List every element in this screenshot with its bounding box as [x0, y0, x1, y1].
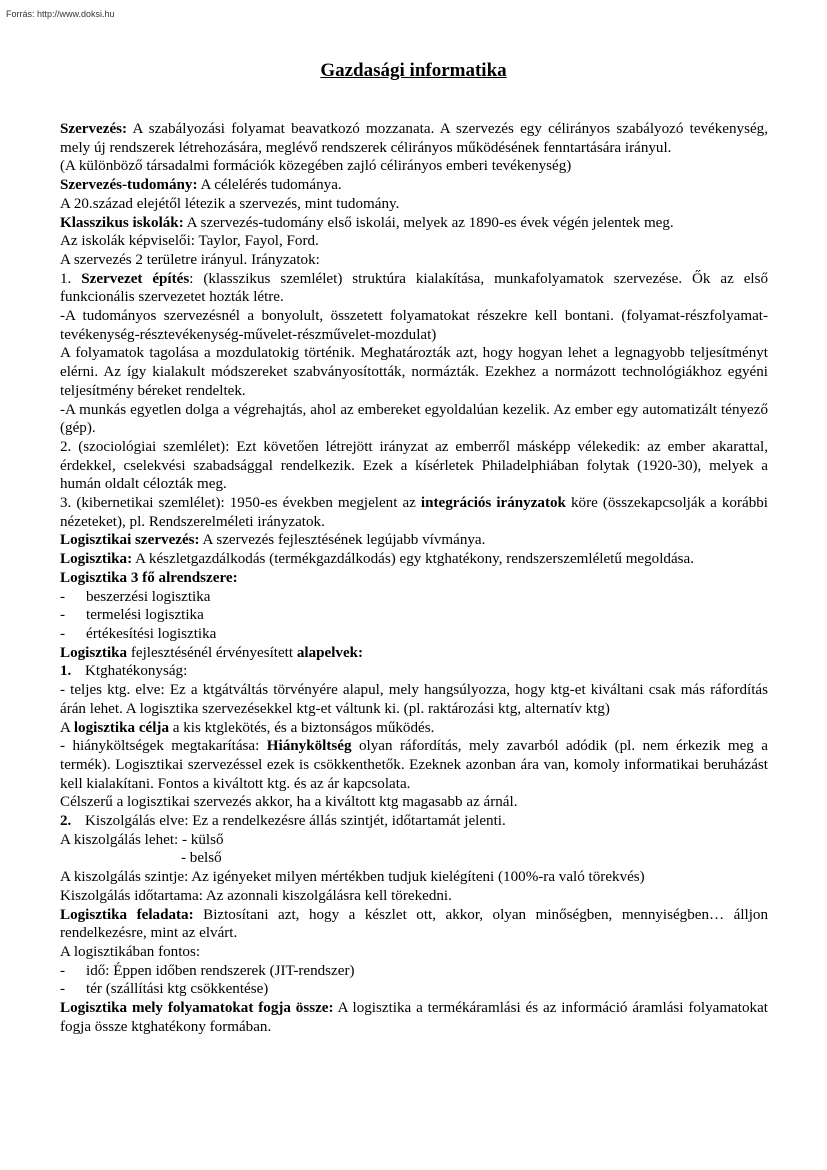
list-item — [60, 588, 768, 607]
term: Logisztika mely folyamatokat fogja össze: — [60, 1000, 334, 1017]
paragraph: -A munkás egyetlen dolga a végrehajtás, ahol az embereket egyoldalúan kezelik. Az ember egy automatizált tényező (gép). — [60, 401, 768, 437]
text: fejlesztésénél érvényesített — [127, 644, 297, 661]
item-text: Kiszolgálás elve: Ez a rendelkezésre állás szintjét, időtartamát jelenti. — [85, 813, 506, 830]
document-body — [60, 120, 768, 1036]
paragraph: -A tudományos szervezésnél a bonyolult, összetett folyamatokat részekre kell bontani. (folyamat-részfolyamat-tevékenység-résztevékenység-művelet-részművelet-mozdulat) — [60, 308, 768, 343]
paragraph-szervezes — [60, 120, 768, 157]
definition: Biztosítani azt, hogy a készlet ott, akkor, olyan minőségben, mennyiségben… álljon rendelkezésre, mint az elvárt. — [60, 906, 769, 942]
paragraph: 2. (szociológiai szemlélet): Ezt követően létrejött irányzat az emberről másképp vélekedik: az ember akarattal, érdekkel, cselekvési szabadsággal rendelkezik. Ezek a kísérletek Philadelphiában folytak (1920-30), melyek a humán oldalt célozták meg. — [60, 438, 768, 493]
list-item — [60, 962, 768, 981]
paragraph-logisztika-feladata — [60, 906, 768, 943]
text: 1. — [60, 270, 82, 287]
term: Klasszikus iskolák: — [60, 214, 184, 231]
list-item — [60, 625, 768, 644]
paragraph: A logisztikában fontos: — [60, 943, 201, 960]
list-item — [60, 606, 768, 625]
list-item-text: termelési logisztika — [86, 607, 204, 624]
source-label: Forrás: http://www.doksi.hu — [6, 9, 115, 19]
paragraph-logisztika — [60, 550, 768, 569]
paragraph-klasszikus-iskolak — [60, 214, 768, 233]
term: Hiányköltség — [266, 738, 352, 755]
item-number: 2. — [60, 813, 72, 830]
paragraph: A szervezés 2 területre irányul. Irányzatok: — [60, 251, 320, 268]
bullet: - — [60, 588, 66, 605]
definition: A szervezés-tudomány első iskolái, melyek az 1890-es évek végén jelentek meg. — [183, 214, 674, 231]
paragraph-logisztika-celja — [60, 719, 768, 738]
item-number: 1. — [60, 663, 72, 680]
paragraph: A kiszolgálás lehet: - külső — [60, 831, 224, 848]
definition: A szervezés fejlesztésének legújabb vívmánya. — [199, 532, 486, 549]
term: Logisztikai szervezés: — [60, 532, 200, 549]
paragraph: (A különböző társadalmi formációk közegében zajló célirányos emberi tevékenység) — [60, 158, 572, 175]
definition: A szabályozási folyamat beavatkozó mozzanata. A szervezés egy célirányos szabályozó tevékenység, mely új rendszerek létrehozására, meglévő rendszerek célirányos működésének fenntartására irányul. — [60, 121, 768, 156]
term: integrációs irányzatok — [420, 495, 566, 512]
paragraph: A folyamatok tagolása a mozdulatokig történik. Meghatározták azt, hogy hogyan lehet a legnagyobb teljesítményt elérni. Az így kialakult módszereket szabványosították, normázták. Ezekhez a normázott technológiákhoz egyéni teljesítmény béreket rendeltek. — [60, 345, 768, 399]
paragraph-szervezes-tudomany — [60, 176, 768, 195]
list-item-text: idő: Éppen időben rendszerek (JIT-rendszer) — [86, 962, 355, 979]
bullet: - — [60, 962, 66, 979]
paragraph: - teljes ktg. elve: Ez a ktgátváltás törvényére alapul, mely hangsúlyozza, hogy ktg-et kiváltani csak más ráfordítás árán lehet. A logisztika szervezésekkel ktg-et váltunk ki. (pl. raktározási ktg, alternatív ktg) — [60, 682, 768, 717]
bullet: - — [60, 981, 66, 998]
text: 3. (kibernetikai szemlélet): 1950-es években megjelent az — [60, 495, 421, 512]
paragraph: A kiszolgálás szintje: Az igényeket milyen mértékben tudjuk kielégíteni (100%-ra való törekvés) — [60, 869, 645, 886]
list-item-text: tér (szállítási ktg csökkentése) — [86, 981, 269, 998]
definition: A készletgazdálkodás (termékgazdálkodás) egy ktghatékony, rendszerszemléletű megoldása. — [132, 551, 695, 568]
bullet: - — [60, 625, 66, 642]
term: Logisztika feladata: — [60, 906, 194, 923]
paragraph: Kiszolgálás időtartama: Az azonnali kiszolgálásra kell törekedni. — [60, 887, 452, 904]
term: Szervezet építés — [81, 270, 190, 287]
paragraph-kibernetikai — [60, 494, 768, 531]
term: alapelvek: — [296, 644, 364, 661]
term: Logisztika: — [60, 551, 133, 568]
list-item-text: beszerzési logisztika — [86, 588, 211, 605]
paragraph-logisztikai-szervezes — [60, 531, 768, 550]
list-item — [60, 980, 768, 999]
paragraph-folyamatok — [60, 999, 768, 1036]
definition: : (klasszikus szemlélet) struktúra kialakítása, munkafolyamatok szervezése. Ők az első funkcionális szervezetet hozták létre. — [60, 270, 769, 306]
term: Logisztika — [60, 644, 128, 661]
numbered-item — [60, 812, 768, 831]
text: olyan ráfordítás, mely zavarból adódik (pl. nem érkezik meg a termék). Logisztikai szervezéssel ezek is csökkenthetők. Ezeknek azonban ára van, komoly informatikai beruházást kell kialakítani. Fontos a kiváltott ktg. és az ár kapcsolata. — [60, 738, 769, 792]
numbered-item — [60, 662, 768, 681]
term: Szervezés: — [60, 121, 128, 137]
paragraph: Az iskolák képviselői: Taylor, Fayol, Ford. — [60, 233, 319, 250]
text: köre (összekapcsolják a korábbi nézeteket), pl. Rendszerelméleti irányzatok. — [60, 495, 768, 530]
definition: A logisztika a termékáramlási és az információ áramlási folyamatokat fogja össze ktghatékony formában. — [60, 1000, 768, 1035]
text: a kis ktglekötés, és a biztonságos működés. — [169, 719, 435, 736]
document-title: Gazdasági informatika — [320, 60, 507, 81]
paragraph: Célszerű a logisztikai szervezés akkor, ha a kiváltott ktg magasabb az árnál. — [60, 794, 518, 811]
term: logisztika célja — [73, 719, 169, 736]
list-item-text: értékesítési logisztika — [86, 625, 217, 642]
text: A — [60, 719, 74, 736]
term: Szervezés-tudomány: — [60, 177, 198, 194]
bullet: - — [60, 607, 66, 624]
item-text: Ktghatékonyság: — [85, 663, 188, 680]
paragraph-indented: - belső — [181, 850, 222, 867]
paragraph-hianykoltseg — [60, 737, 768, 793]
paragraph: A 20.század elejétől létezik a szervezés, mint tudomány. — [60, 195, 400, 212]
section-heading: Logisztika 3 fő alrendszere: — [60, 569, 238, 586]
definition: A célelérés tudománya. — [197, 177, 342, 194]
text: - hiányköltségek megtakarítása: — [60, 738, 267, 755]
paragraph-szervezet-epites — [60, 270, 768, 307]
paragraph-alapelvek — [60, 644, 768, 663]
